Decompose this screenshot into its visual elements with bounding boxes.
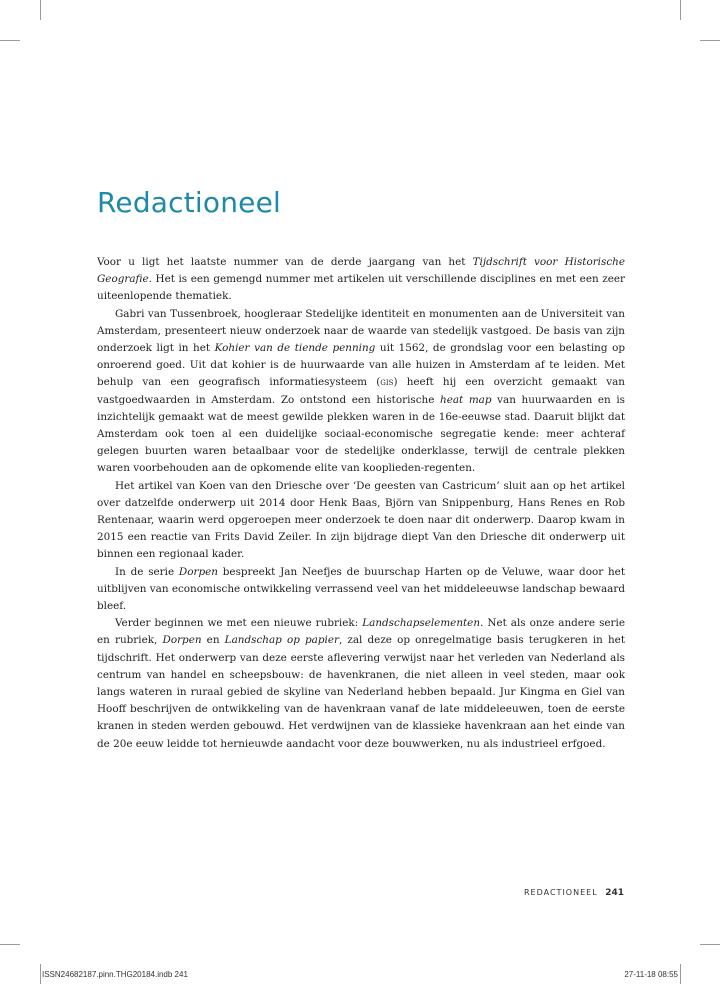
print-slug-file: ISSN24682187.pinn.THG20184.indb 241 xyxy=(42,970,188,979)
text-run: heat map xyxy=(440,393,492,406)
text-run: Gabri van Tussenbroek, hoogleraar Stedelijke identiteit en monumenten aan de Universiteit van Amsterdam, presenteert nieuw onderzoek naar de waarde van stedelijk vastgoed. De basis van zijn onderzoek ligt in het xyxy=(97,307,625,355)
crop-mark-right-top xyxy=(700,40,720,41)
article-body xyxy=(97,254,625,753)
text-run: . Het is een gemengd nummer met artikelen uit verschillende disciplines en met een zeer uiteenlopende thematiek. xyxy=(97,273,625,303)
text-run: Verder beginnen we met een nieuwe rubriek: xyxy=(115,617,363,630)
text-run: Kohier van de tiende penning xyxy=(214,342,376,355)
paragraph xyxy=(97,615,625,753)
text-run: . Net als onze andere serie en rubriek, xyxy=(97,617,625,647)
text-run: Dorpen xyxy=(178,565,218,578)
text-run: ) heeft hij een overzicht gemaakt van vastgoedwaarden in Amsterdam. Zo ontstond een historische xyxy=(97,376,625,406)
crop-mark-left-bottom xyxy=(0,944,20,945)
print-slug-timestamp: 27-11-18 08:55 xyxy=(624,970,678,979)
text-run: In de serie xyxy=(115,565,179,578)
text-run: Dorpen xyxy=(162,634,202,647)
text-run: bespreekt Jan Neefjes de buurschap Harten op de Veluwe, waar door het uitblijven van economische ontwikkeling verrassend veel van het middeleeuwse landschap bewaard bleef. xyxy=(97,565,625,613)
paragraph xyxy=(97,254,625,306)
text-run: uit 1562, de grondslag voor een belasting op onroerend goed. Uit dat kohier is de huurwaarde van alle huizen in Amsterdam af te leiden. Met behulp van een geografisch informatiesysteem ( xyxy=(97,342,625,389)
crop-mark-top-left xyxy=(40,0,41,20)
text-run: Het artikel van Koen van den Driesche over ‘De geesten van Castricum’ sluit aan op het artikel over datzelfde onderwerp uit 2014 door Henk Baas, Björn van Snippenburg, Hans Renes en Rob Rentenaar, waarin werd opgeroepen meer onderzoek te doen naar dit onderwerp. Daarop kwam in 2015 een reactie van Frits David Zeiler. In zijn bijdrage diept Van den Driesche dit onderwerp uit binnen een regionaal kader. xyxy=(97,479,625,561)
text-run: gis xyxy=(380,377,394,389)
crop-mark-bottom-left xyxy=(40,964,41,984)
text-run: van huurwaarden en is inzichtelijk gemaakt wat de meest gewilde plekken waren in de 16e-eeuwse stad. Daaruit blijkt dat Amsterdam ook toen al een duidelijke sociaal-economische segregatie kende: meer achteraf gelegen buurten waren betaalbaar voor de stedelijke onderklasse, terwijl de centrale plekken waren voorbehouden aan de opkomende elite van kooplieden-regenten. xyxy=(97,393,625,475)
text-run: Landschap op papier xyxy=(224,634,339,647)
crop-mark-top-right xyxy=(680,0,681,20)
paragraph xyxy=(97,306,625,478)
crop-mark-right-bottom xyxy=(700,944,720,945)
page-number: 241 xyxy=(605,888,624,898)
running-footer xyxy=(524,888,624,898)
footer-section-label: REDACTIONEEL xyxy=(524,888,598,897)
text-run: Landschapselementen xyxy=(362,617,481,630)
paragraph xyxy=(97,478,625,564)
crop-mark-bottom-right xyxy=(680,964,681,984)
text-run: en xyxy=(201,634,225,647)
page-title: Redactioneel xyxy=(97,186,282,219)
text-run: Voor u ligt het laatste nummer van de derde jaargang van het xyxy=(97,256,473,268)
crop-mark-left-top xyxy=(0,40,20,41)
text-run: , zal deze op onregelmatige basis terugkeren in het tijdschrift. Het onderwerp van deze eerste aflevering verwijst naar het verleden van Nederland als centrum van handel en scheepsbouw: de havenkranen, die niet alleen in veel steden, maar ook langs wateren in ruraal gebied de skyline van Nederland hebben bepaald. Jur Kingma en Giel van Hooff beschrijven de ontwikkeling van de havenkraan vanaf de late middeleeuwen, toen de eerste kranen in steden werden gebouwd. Het verdwijnen van de klassieke havenkraan aan het einde van de 20e eeuw leidde tot hernieuwde aandacht voor deze bouwwerken, nu als industrieel erfgoed. xyxy=(97,634,626,750)
paragraph xyxy=(97,564,625,616)
text-run: Tijdschrift voor Historische Geografie xyxy=(97,256,625,286)
